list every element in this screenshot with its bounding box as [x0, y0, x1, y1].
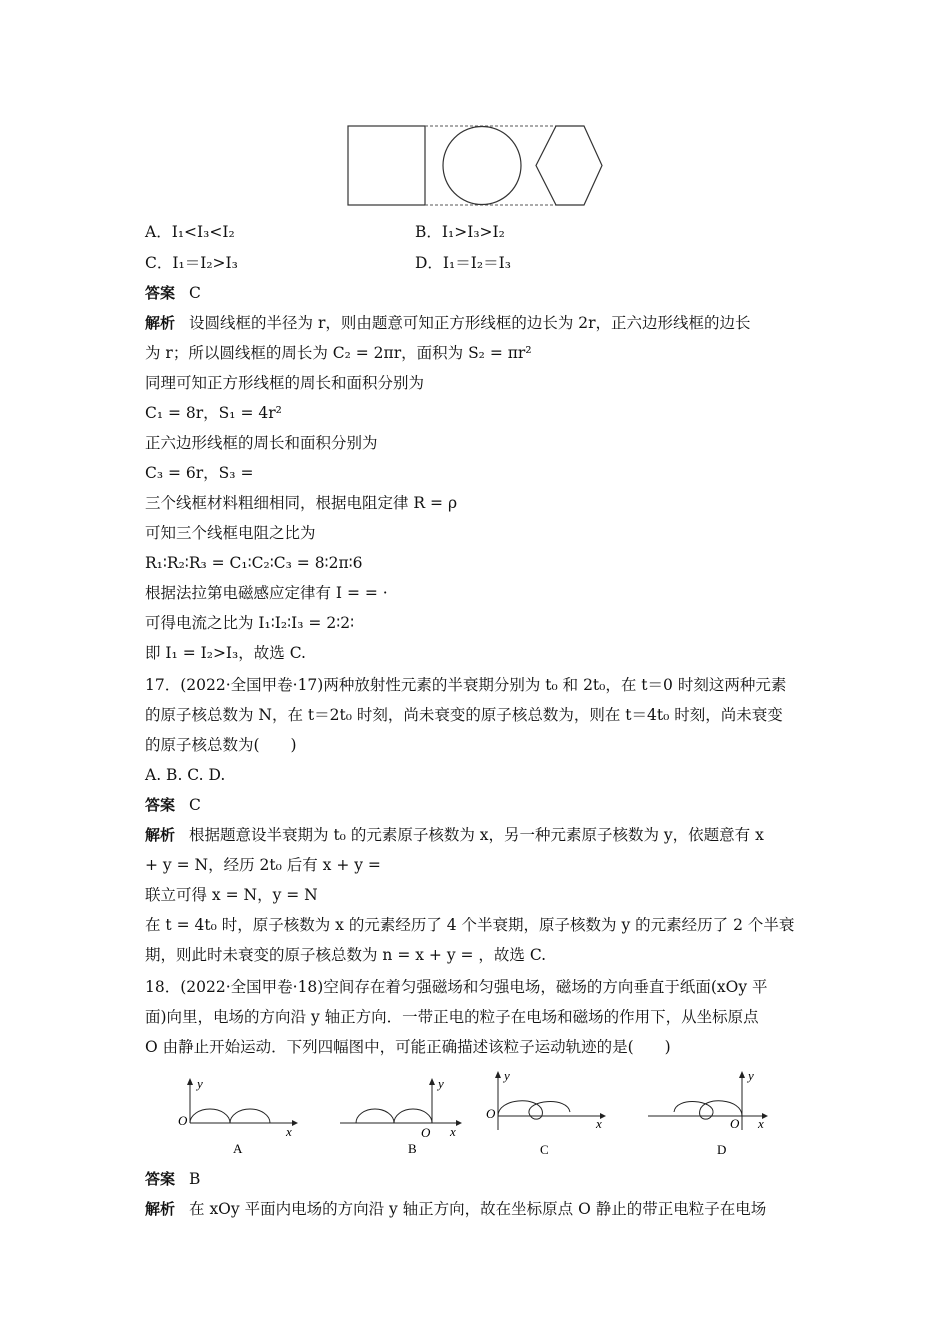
analysis-line: 期，则此时未衰变的原子核总数为 n = x + y = ，故选 C. — [145, 946, 547, 964]
trajectory-graph-a — [172, 1075, 302, 1160]
trajectory-graph-d — [644, 1068, 774, 1160]
option-c: C．I₁＝I₂>I₃ — [145, 254, 238, 272]
q18-stem: 面)向里，电场的方向沿 y 轴正方向．一带正电的粒子在电场和磁场的作用下，从坐标原点 — [145, 1008, 759, 1026]
y-axis-label: y — [438, 1076, 444, 1091]
graph-caption: D — [717, 1142, 727, 1157]
frame-shapes-figure — [340, 120, 610, 212]
graph-caption: C — [540, 1142, 549, 1157]
trajectory-arc — [190, 1109, 270, 1123]
q17-options: A. B. C. D. — [145, 766, 226, 784]
graph-caption: A — [233, 1141, 243, 1156]
square-frame — [348, 126, 425, 205]
analysis-line: 可得电流之比为 I₁∶I₂∶I₃ = 2∶2∶ — [145, 614, 355, 632]
analysis-line: R₁∶R₂∶R₃ = C₁∶C₂∶C₃ = 8∶2π∶6 — [145, 554, 363, 572]
answer-label: 答案 — [145, 284, 176, 302]
analysis-line: 在 t = 4t₀ 时，原子核数为 x 的元素经历了 4 个半衰期，原子核数为 y 的元素经历了 2 个半衰 — [145, 916, 795, 934]
analysis-line: 即 I₁ = I₂>I₃，故选 C. — [145, 644, 306, 662]
analysis-line: + y = N，经历 2t₀ 后有 x + y = — [145, 856, 381, 874]
trajectory-graph-c — [482, 1068, 612, 1160]
answer-label: 答案 — [145, 1170, 176, 1188]
q17-stem: 17．(2022·全国甲卷·17)两种放射性元素的半衰期分别为 t₀ 和 2t₀，在 t＝0 时刻这两种元素 — [145, 676, 787, 694]
analysis-line: C₃ = 6r，S₃ = — [145, 464, 254, 482]
analysis-label: 解析 — [145, 826, 176, 844]
q17-stem: 的原子核总数为 N，在 t＝2t₀ 时刻，尚未衰变的原子核总数为，则在 t＝4t₀ 时刻，尚未衰变 — [145, 706, 783, 724]
y-axis-label: y — [197, 1076, 203, 1091]
answer-row — [145, 283, 201, 303]
origin-label: O — [730, 1116, 740, 1131]
answer-label: 答案 — [145, 796, 176, 814]
analysis-line: 同理可知正方形线框的周长和面积分别为 — [145, 374, 425, 392]
graph-caption: B — [408, 1141, 417, 1156]
answer-value: C — [189, 796, 201, 814]
analysis-line: 设圆线框的半径为 r，则由题意可知正方形线框的边长为 2r，正六边形线框的边长 — [189, 314, 751, 332]
option-a: A．I₁<I₃<I₂ — [145, 223, 235, 241]
x-axis-label: x — [450, 1124, 456, 1139]
analysis-label: 解析 — [145, 1200, 176, 1218]
origin-label: O — [178, 1113, 188, 1128]
analysis-line: 可知三个线框电阻之比为 — [145, 524, 316, 542]
analysis-line: 根据题意设半衰期为 t₀ 的元素原子核数为 x，另一种元素原子核数为 y，依题意有 x — [189, 826, 764, 844]
analysis-line: C₁ = 8r，S₁ = 4r² — [145, 404, 282, 422]
q17-analysis-row — [145, 825, 764, 845]
trajectory-arc — [356, 1109, 432, 1123]
analysis-line: 根据法拉第电磁感应定律有 I = = · — [145, 584, 388, 602]
analysis-line: 为 r；所以圆线框的周长为 C₂ = 2πr，面积为 S₂ = πr² — [145, 344, 532, 362]
origin-label: O — [486, 1106, 496, 1121]
hexagon-frame — [536, 126, 602, 205]
q18-stem: 18．(2022·全国甲卷·18)空间存在着匀强磁场和匀强电场，磁场的方向垂直于纸面(xOy 平 — [145, 978, 768, 996]
analysis-line: 三个线框材料粗细相同，根据电阻定律 R = ρ — [145, 494, 458, 512]
circle-frame — [443, 127, 521, 205]
analysis-row — [145, 313, 751, 333]
q17-answer-row — [145, 795, 201, 815]
x-axis-label: x — [596, 1116, 602, 1131]
answer-value: B — [189, 1170, 201, 1188]
trajectory-graph-b — [336, 1075, 466, 1160]
analysis-line: 正六边形线框的周长和面积分别为 — [145, 434, 378, 452]
x-axis-label: x — [758, 1116, 764, 1131]
q17-stem: 的原子核总数为( ) — [145, 736, 297, 754]
y-axis-label: y — [748, 1068, 754, 1083]
analysis-label: 解析 — [145, 314, 176, 332]
option-d: D．I₁＝I₂＝I₃ — [415, 254, 511, 272]
analysis-line: 联立可得 x = N，y = N — [145, 886, 318, 904]
q18-answer-row — [145, 1169, 200, 1189]
y-axis-label: y — [504, 1068, 510, 1083]
analysis-line: 在 xOy 平面内电场的方向沿 y 轴正方向，故在坐标原点 O 静止的带正电粒子在电场 — [189, 1200, 767, 1218]
option-b: B．I₁>I₃>I₂ — [415, 223, 505, 241]
answer-value: C — [189, 284, 201, 302]
q18-analysis-row — [145, 1199, 766, 1219]
q18-stem: O 由静止开始运动．下列四幅图中，可能正确描述该粒子运动轨迹的是( ) — [145, 1038, 671, 1056]
x-axis-label: x — [286, 1124, 292, 1139]
origin-label: O — [421, 1125, 431, 1140]
